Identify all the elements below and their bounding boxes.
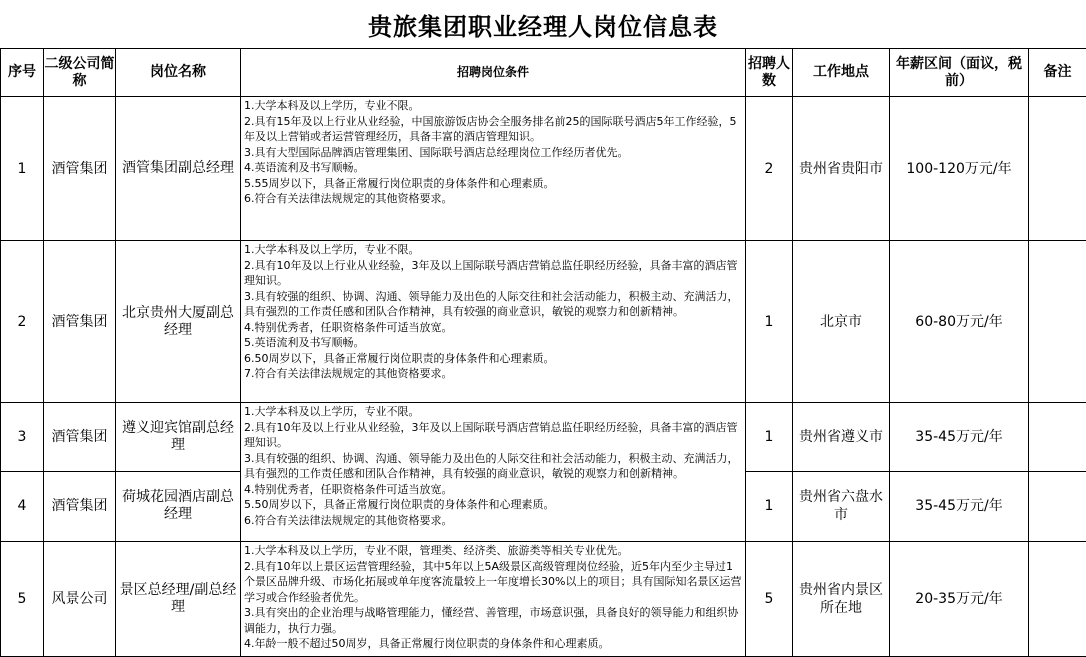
cell-company: 酒管集团 (44, 241, 116, 403)
cell-position: 荷城花园酒店副总经理 (116, 471, 241, 541)
requirement-line: 5.50周岁以下，具备正常履行岗位职责的身体条件和心理素质。 (244, 497, 743, 513)
header-row (1, 49, 1086, 97)
requirement-line: 1.大学本科及以上学历，专业不限。 (244, 242, 743, 258)
cell-seq: 3 (1, 403, 44, 472)
cell-position: 北京贵州大厦副总经理 (116, 241, 241, 403)
cell-count: 5 (746, 542, 793, 657)
header-seq: 序号 (1, 49, 44, 97)
cell-company: 酒管集团 (44, 97, 116, 241)
requirement-line: 2.具有15年及以上行业从业经验，中国旅游饭店协会全服务排名前25的国际联号酒店5年工作经验，5年及以上营销或者运营管理经历，具备丰富的酒店管理知识。 (244, 114, 743, 145)
requirement-line: 3.具有较强的组织、协调、沟通、领导能力及出色的人际交往和社会活动能力，积极主动、充满活力，具有强烈的工作责任感和团队合作精神，具有较强的商业意识，敏锐的观察力和创新精神。 (244, 451, 743, 482)
requirement-line: 3.具有大型国际品牌酒店管理集团、国际联号酒店总经理岗位工作经历者优先。 (244, 145, 743, 161)
requirement-line: 4.特别优秀者，任职资格条件可适当放宽。 (244, 482, 743, 498)
cell-company: 酒管集团 (44, 403, 116, 472)
header-position: 岗位名称 (116, 49, 241, 97)
cell-seq: 2 (1, 241, 44, 403)
table-row (1, 241, 1086, 403)
requirement-line: 4.英语流利及书写顺畅。 (244, 160, 743, 176)
header-remark: 备注 (1029, 49, 1086, 97)
requirement-line: 2.具有10年及以上行业从业经验，3年及以上国际联号酒店营销总监任职经历经验，具备丰富的酒店管理知识。 (244, 420, 743, 451)
requirement-line: 2.具有10年及以上行业从业经验，3年及以上国际联号酒店营销总监任职经历经验，具备丰富的酒店管理知识。 (244, 258, 743, 289)
requirement-line: 2.具有10年以上景区运营管理经验，其中5年以上5A级景区高级管理岗位经验，近5年内至少主导过1个景区品牌升级、市场化拓展或单年度客流量较上一年度增长30%以上的项目；具有国际知名景区运营学习或合作经验者优先。 (244, 559, 743, 606)
cell-count: 2 (746, 97, 793, 241)
cell-seq: 4 (1, 471, 44, 541)
cell-position: 景区总经理/副总经理 (116, 542, 241, 657)
requirement-line: 6.符合有关法律法规规定的其他资格要求。 (244, 513, 743, 529)
cell-salary: 60-80万元/年 (890, 241, 1029, 403)
cell-requirements (241, 542, 746, 657)
cell-location: 贵州省内景区所在地 (793, 542, 890, 657)
requirement-line: 1.大学本科及以上学历，专业不限。 (244, 98, 743, 114)
cell-requirements-merged (241, 403, 746, 542)
cell-position: 遵义迎宾馆副总经理 (116, 403, 241, 472)
cell-location: 贵州省六盘水市 (793, 471, 890, 541)
requirement-line: 3.具有突出的企业治理与战略管理能力，懂经营、善管理，市场意识强，具备良好的领导能力和组织协调能力，执行力强。 (244, 605, 743, 636)
cell-salary: 20-35万元/年 (890, 542, 1029, 657)
cell-location: 贵州省遵义市 (793, 403, 890, 472)
cell-seq: 1 (1, 97, 44, 241)
cell-salary: 100-120万元/年 (890, 97, 1029, 241)
cell-seq: 5 (1, 542, 44, 657)
cell-count: 1 (746, 471, 793, 541)
requirement-line: 5.英语流利及书写顺畅。 (244, 335, 743, 351)
header-count: 招聘人数 (746, 49, 793, 97)
cell-requirements (241, 241, 746, 403)
cell-salary: 35-45万元/年 (890, 403, 1029, 472)
cell-count: 1 (746, 403, 793, 472)
header-location: 工作地点 (793, 49, 890, 97)
requirement-line: 4.年龄一般不超过50周岁，具备正常履行岗位职责的身体条件和心理素质。 (244, 636, 743, 652)
position-table (0, 48, 1086, 657)
cell-location: 贵州省贵阳市 (793, 97, 890, 241)
cell-remark (1029, 471, 1086, 541)
header-company: 二级公司简称 (44, 49, 116, 97)
requirement-line: 4.特别优秀者，任职资格条件可适当放宽。 (244, 320, 743, 336)
cell-remark (1029, 241, 1086, 403)
cell-company: 酒管集团 (44, 471, 116, 541)
cell-company: 风景公司 (44, 542, 116, 657)
requirement-line: 6.50周岁以下，具备正常履行岗位职责的身体条件和心理素质。 (244, 351, 743, 367)
requirement-line: 1.大学本科及以上学历，专业不限。 (244, 404, 743, 420)
cell-remark (1029, 403, 1086, 472)
table-row (1, 403, 1086, 472)
table-row (1, 97, 1086, 241)
cell-requirements (241, 97, 746, 241)
cell-location: 北京市 (793, 241, 890, 403)
header-salary: 年薪区间（面议，税前） (890, 49, 1029, 97)
header-requirements: 招聘岗位条件 (241, 49, 746, 97)
cell-salary: 35-45万元/年 (890, 471, 1029, 541)
page-title: 贵旅集团职业经理人岗位信息表 (0, 0, 1086, 48)
requirement-line: 1.大学本科及以上学历，专业不限，管理类、经济类、旅游类等相关专业优先。 (244, 543, 743, 559)
requirement-line: 7.符合有关法律法规规定的其他资格要求。 (244, 366, 743, 382)
requirement-line: 6.符合有关法律法规规定的其他资格要求。 (244, 191, 743, 207)
cell-remark (1029, 97, 1086, 241)
cell-count: 1 (746, 241, 793, 403)
cell-position: 酒管集团副总经理 (116, 97, 241, 241)
requirement-line: 5.55周岁以下，具备正常履行岗位职责的身体条件和心理素质。 (244, 176, 743, 192)
cell-remark (1029, 542, 1086, 657)
table-row (1, 542, 1086, 657)
requirement-line: 3.具有较强的组织、协调、沟通、领导能力及出色的人际交往和社会活动能力，积极主动、充满活力，具有强烈的工作责任感和团队合作精神，具有较强的商业意识，敏锐的观察力和创新精神。 (244, 289, 743, 320)
